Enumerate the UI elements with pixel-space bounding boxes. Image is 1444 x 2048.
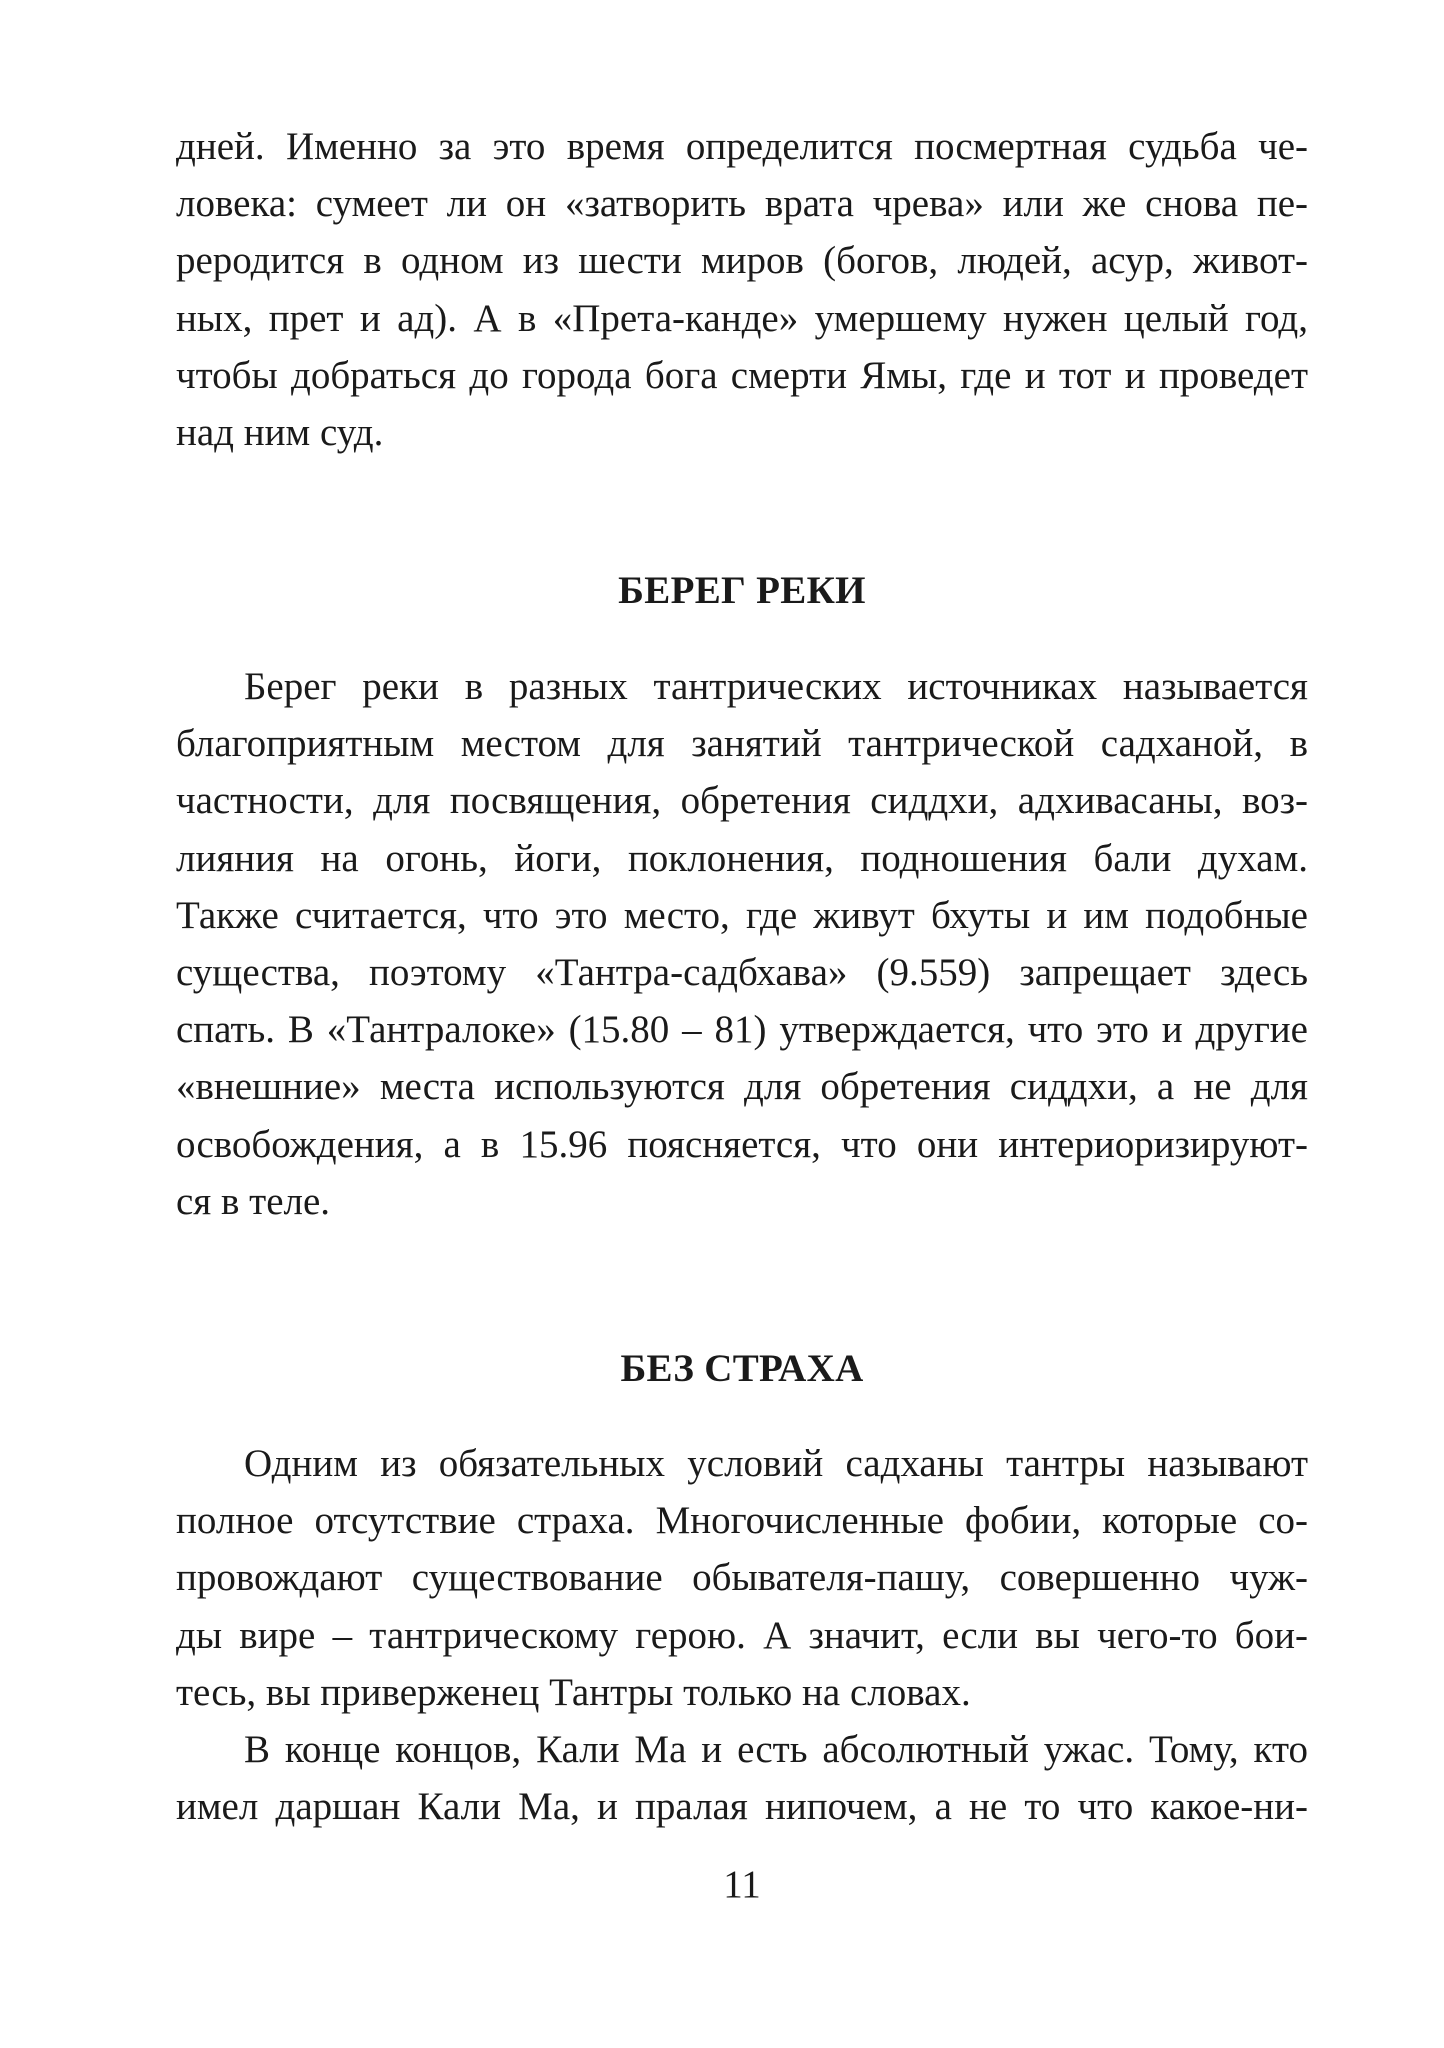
continued-paragraph [176,118,1308,461]
text-line: ных, прет и ад). А в «Прета-канде» умершему нужен целый год, [176,296,1308,340]
section-heading-river-bank: БЕРЕГ РЕКИ [618,569,866,612]
text-line: освобождения, а в 15.96 поясняется, что они интериоризируют- [176,1122,1308,1166]
text-line: В конце концов, Кали Ма и есть абсолютный ужас. Тому, кто [244,1728,1308,1772]
text-line: ды вире – тантрическому герою. А значит, если вы чего-то бои- [176,1613,1308,1657]
text-line: существа, поэтому «Тантра-садбхава» (9.559) запрещает здесь [176,951,1308,995]
text-line: благоприятным местом для занятий тантрической садханой, в [176,722,1308,766]
text-line: спать. В «Тантралоке» (15.80 – 81) утверждается, что это и другие [176,1008,1308,1052]
text-line: чтобы добраться до города бога смерти Ямы, где и тот и проведет [176,353,1308,397]
text-line: провождают существование обывателя-пашу, совершенно чуж- [176,1556,1308,1600]
text-line: ловека: сумеет ли он «затворить врата чрева» или же снова пе- [176,182,1308,226]
text-line: Берег реки в разных тантрических источниках называется [244,665,1308,708]
text-line: имел даршан Кали Ма, и пралая нипочем, а не то что какое-ни- [176,1785,1308,1829]
text-line: Также считается, что это место, где живут бхуты и им подобные [176,893,1308,937]
text-line: полное отсутствие страха. Многочисленные фобии, которые со- [176,1499,1308,1543]
section-heading-without-fear: БЕЗ СТРАХА [620,1347,864,1390]
text-line: дней. Именно за это время определится посмертная судьба че- [176,125,1308,168]
without-fear-text [176,1435,1308,1835]
text-line: частности, для посвящения, обретения сиддхи, адхивасаны, воз- [176,779,1308,823]
text-line: Одним из обязательных условий садханы тантры называют [244,1442,1308,1485]
text-line: лияния на огонь, йоги, поклонения, подношения бали духам. [176,836,1308,880]
text-line: над ним суд. [176,411,384,455]
text-line: тесь, вы приверженец Тантры только на словах. [176,1670,971,1714]
river-bank-paragraph [176,658,1308,1230]
text-line: реродится в одном из шести миров (богов, людей, асур, живот- [176,239,1308,283]
page-number: 11 [723,1863,761,1906]
text-line: «внешние» места используются для обретения сиддхи, а не для [176,1065,1308,1109]
text-line: ся в теле. [176,1179,331,1223]
